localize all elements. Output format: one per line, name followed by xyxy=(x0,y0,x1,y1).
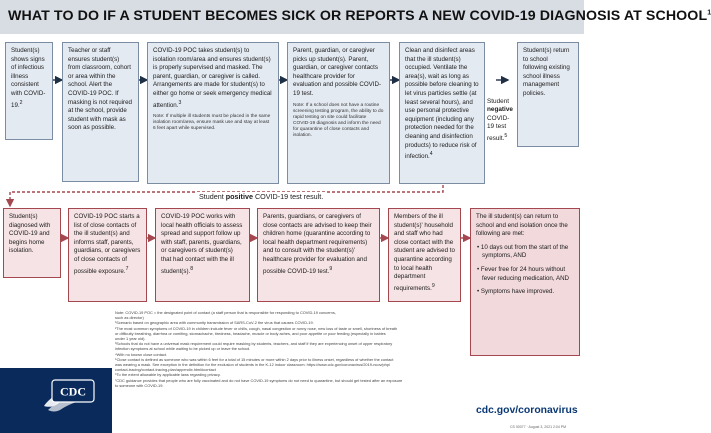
footnote-line: infection symptoms at school while waiting to be picked up or leave the school. xyxy=(115,346,251,352)
footnote-line: was wearing a mask. See exception in the definition for the exclusion of students in the K-12 indoor classroom: https://www.cdc.gov/coronavirus/2019-ncov/php/ xyxy=(115,362,391,368)
footnote-line: ⁵Close contact is defined as someone who was within 6 feet for a total of 15 minutes or more within 2 days prior to illness onset, regardless of whether the contact xyxy=(115,356,394,362)
cdc-logo xyxy=(40,378,98,420)
step-household-quarantine: Members of the ill student(s)' household and staff who had close contact with the student are advised to quarantine according to local health department requirements.$^9$ xyxy=(388,208,461,302)
criteria-item: • Symptoms have improved. xyxy=(477,288,555,296)
website-link[interactable]: cdc.gov/coronavirus xyxy=(476,405,578,416)
negative-result-label: Student negative COVID-19 test result.$^5$ xyxy=(487,98,513,142)
step-poc-isolation: COVID-19 POC takes student(s) to isolation room/area and ensures student(s) is properly supervised and masked. The parent, guardian, or caregiver is called. Arrangements are made for student(s) to either go home or seek emergency medical attention.$^3$ Note: If multiple ill students must be placed in the same isolation room/area, ensure mask use and stay at least 6 feet apart while supervised. xyxy=(147,42,279,184)
document-code: CS 00077 · August 3, 2021 2:04 PM xyxy=(510,425,567,429)
footnote-line: ⁶To the extent allowable by applicable laws regarding privacy. xyxy=(115,372,221,378)
step-return-school: Student(s) return to school following existing school illness management policies. xyxy=(517,42,579,147)
step-clean-disinfect: Clean and disinfect areas that the ill student(s) occupied. Ventilate the area(s), wait as long as possible before cleaning to let virus particles settle (at least several hours), and use personal protective equipment (including any protection needed for the cleaning and disinfection products) to reduce risk of infection.$^4$ xyxy=(399,42,485,184)
footnote-line: such as director) xyxy=(115,315,144,321)
step-teacher-ensures: Teacher or staff ensures student(s) from classroom, cohort or area within the school. Alert the COVID-19 POC. If masking is not required at the school, provide student with mask as soon as possible. xyxy=(62,42,139,182)
footnote-line: or difficulty breathing, diarrhea or vomiting, stomachache, tiredness, headache, muscle or body aches, and poor appetite or poor feeding (especially in babies xyxy=(115,330,386,336)
step-sick-student: Student(s) shows signs of infectious illness consistent with COVID-19.$^2$ xyxy=(5,42,53,140)
step-close-contacts: COVID-19 POC starts a list of close contacts of the ill student(s) and informs staff, parents, guardians, or caregivers of close contacts of possible exposure.$^7$ xyxy=(68,208,147,302)
footnote-line: ⁴With no known close contact. xyxy=(115,351,168,357)
footnote-line: contact-tracing/contact-tracing-plan/appendix.html#contact xyxy=(115,367,216,373)
footnote-line: under 1 year old). xyxy=(115,336,146,342)
step-quarantine-advice: Parents, guardians, or caregivers of close contacts are advised to keep their children home (quarantine according to local health department requirements) and to consult with the student(s)' healthcare provider for evaluation and possible COVID-19 test.$^9$ xyxy=(257,208,380,302)
footnote-line: ¹Scenario based on geographic area with community transmission of SARS-CoV-2 the virus that causes COVID-19. xyxy=(115,320,314,326)
footnote-line: to someone with COVID-19. xyxy=(115,382,164,388)
footnote-line: ⁷CDC guidance provides that people who are fully vaccinated and do not have COVID-19 symptoms do not need to quarantine, but should get tested after an exposure xyxy=(115,377,403,383)
step-end-isolation: The ill student(s) can return to school and end isolation once the following are met: • 10 days out from the start of the symptoms, AND • Fever free for 24 hours without fever reducing medication, AND • Symptoms have improved. xyxy=(470,208,580,356)
footnote-line: Note: COVID-19 POC = the designated point of contact (a staff person that is responsible for responding to COVID-19 concerns, xyxy=(115,310,336,315)
footnote-line: ²The most common symptoms of COVID-19 in children include fever or chills, cough, nasal congestion or runny nose, new loss of taste or smell, shortness of breath xyxy=(115,325,398,331)
testing-note: Note: If a school does not have a routine screening testing program, the ability to do rapid testing on site could facilitate COVID-19 diagnosis and inform the need for quarantine of close contacts and isolation. xyxy=(293,102,384,138)
footnotes xyxy=(115,310,585,388)
step-diagnosed: Student(s) diagnosed with COVID-19 and begins home isolation. xyxy=(3,208,61,278)
logo-text: CDC xyxy=(60,384,86,399)
footnote-line: ³Schools that do not have a universal mask requirement could require masking by students, teachers, and staff if they are experiencing onset of upper respiratory xyxy=(115,341,393,347)
step-parent-pickup: Parent, guardian, or caregiver picks up student(s). Parent, guardian, or caregiver contacts healthcare provider for evaluation and possible COVID-19 test. Note: If a school does not have a routine screening testing program, the ability to do rapid testing on site could facilitate COVID-19 diagnosis and inform the need for quarantine of close contacts and isolation. xyxy=(287,42,390,184)
positive-result-label: Student positive COVID-19 test result. xyxy=(196,192,326,201)
criteria-item: • Fever free for 24 hours without fever reducing medication, AND xyxy=(477,265,570,282)
isolation-note: Note: If multiple ill students must be placed in the same isolation room/area, ensure mask use and stay at least 6 feet apart while supervised. xyxy=(153,114,271,132)
step-health-officials: COVID-19 POC works with local health officials to assess spread and support follow up with staff, parents, guardians, or caregivers of student(s) that had contact with the ill student(s).$^8$ xyxy=(155,208,250,302)
criteria-item: • 10 days out from the start of the symptoms, AND xyxy=(477,243,569,260)
page-title: WHAT TO DO IF A STUDENT BECOMES SICK OR REPORTS A NEW COVID-19 DIAGNOSIS AT SCHOOL$^1$ xyxy=(8,8,711,24)
